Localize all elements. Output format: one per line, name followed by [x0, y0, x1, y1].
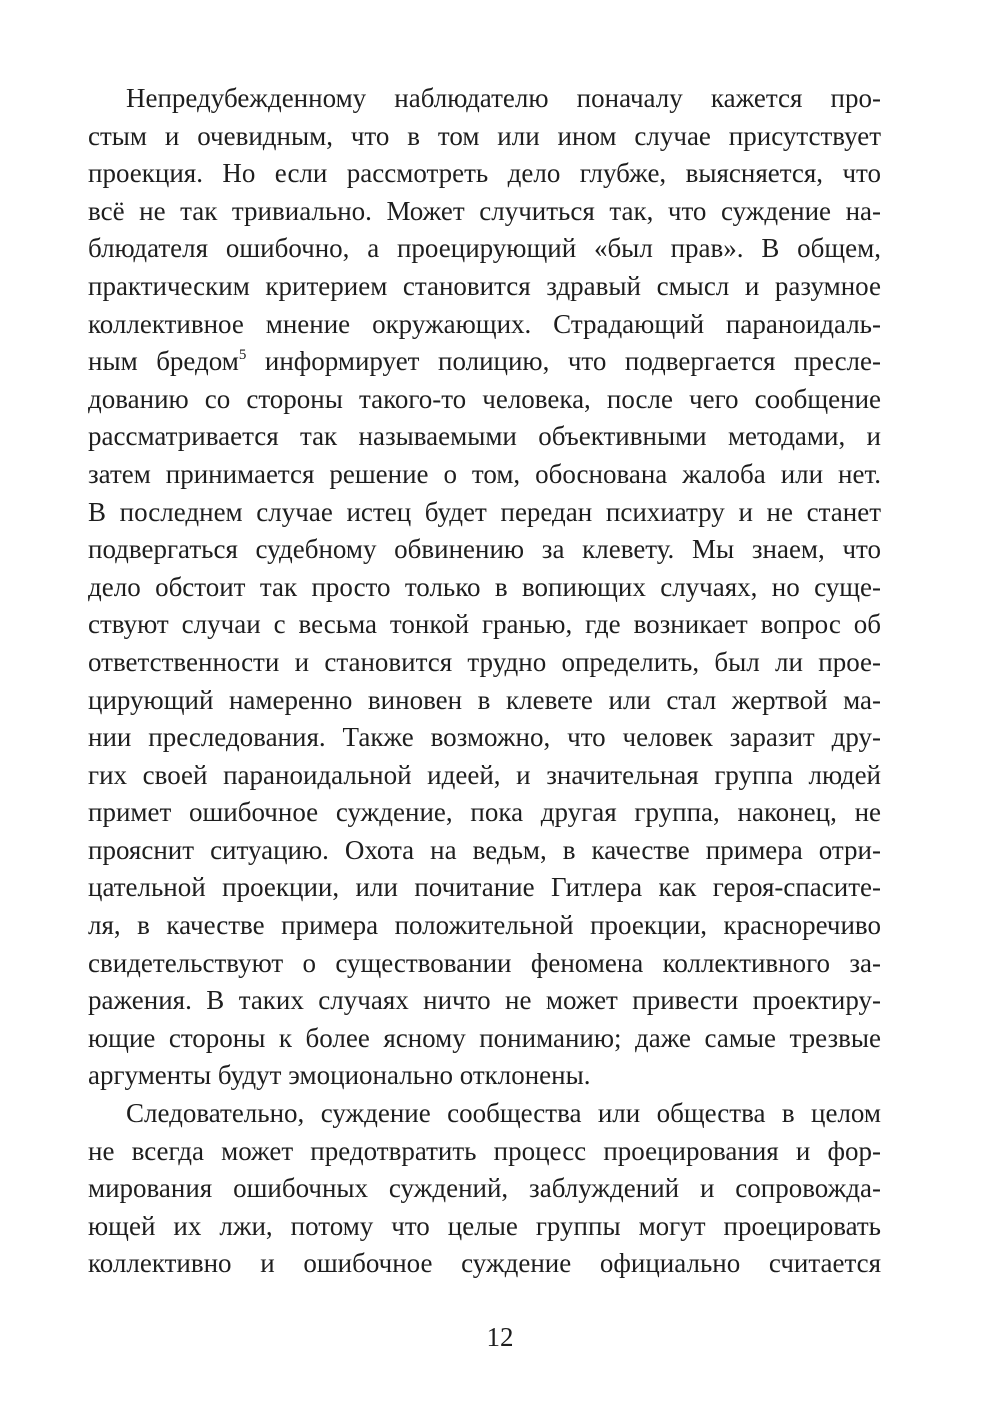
- text-line: коллективно и ошибочное суждение официально считается: [88, 1248, 881, 1279]
- text-line: аргументы будут эмоционально отклонены.: [88, 1060, 591, 1091]
- text-line: Непредубежденному наблюдателю поначалу кажется про-: [126, 83, 881, 113]
- text-line-with-footnote: [88, 343, 881, 381]
- text-line: подвергаться судебному обвинению за клевету. Мы знаем, что: [88, 534, 881, 565]
- text-fragment: ным бредом: [88, 346, 239, 377]
- text-line: дело обстоит так просто только в вопиющих случаях, но суще-: [88, 571, 881, 602]
- text-line: не всегда может предотвратить процесс проецирования и фор-: [88, 1135, 881, 1166]
- text-line: нии преследования. Также возможно, что человек заразит дру-: [88, 722, 881, 753]
- text-line: рассматривается так называемыми объективными методами, и: [88, 421, 881, 452]
- paragraph-2: [88, 1095, 881, 1283]
- body-text: [88, 80, 881, 1283]
- text-line: коллективное мнение окружающих. Страдающий параноидаль-: [88, 308, 881, 339]
- text-line: гих своей параноидальной идеей, и значительная группа людей: [88, 759, 881, 790]
- text-line: ющие стороны к более ясному пониманию; даже самые трезвые: [88, 1022, 881, 1053]
- text-line: практическим критерием становится здравый смысл и разумное: [88, 270, 881, 301]
- text-line: Следовательно, суждение сообщества или общества в целом: [126, 1098, 881, 1129]
- text-line: цирующий намеренно виновен в клевете или стал жертвой ма-: [88, 684, 881, 715]
- text-line: стым и очевидным, что в том или ином случае присутствует: [88, 120, 881, 151]
- text-fragment: информирует полицию, что подвергается пресле-: [264, 346, 881, 377]
- text-line: В последнем случае истец будет передан психиатру и не станет: [88, 496, 881, 527]
- text-line: примет ошибочное суждение, пока другая группа, наконец, не: [88, 797, 881, 828]
- text-line: ствуют случаи с весьма тонкой гранью, где возникает вопрос об: [88, 609, 881, 640]
- text-line: проекция. Но если рассмотреть дело глубже, выясняется, что: [88, 158, 881, 189]
- text-line: затем принимается решение о том, обоснована жалоба или нет.: [88, 458, 881, 489]
- text-line: блюдателя ошибочно, а проецирующий «был прав». В общем,: [88, 233, 881, 264]
- text-line: ля, в качестве примера положительной проекции, красноречиво: [88, 910, 881, 941]
- paragraph-1: [88, 80, 881, 1095]
- text-line: ответственности и становится трудно определить, был ли прое-: [88, 646, 881, 677]
- text-line: ражения. В таких случаях ничто не может привести проектиру-: [88, 985, 881, 1016]
- text-line: прояснит ситуацию. Охота на ведьм, в качестве примера отри-: [88, 834, 881, 865]
- page-number: 12: [486, 1322, 514, 1352]
- text-line: дованию со стороны такого-то человека, после чего сообщение: [88, 383, 881, 414]
- footnote-reference[interactable]: 5: [238, 347, 247, 364]
- text-line: всё не так тривиально. Может случиться так, что суждение на-: [88, 195, 881, 226]
- text-line: цательной проекции, или почитание Гитлера как героя-спасите-: [88, 872, 881, 903]
- text-line: ющей их лжи, потому что целые группы могут проецировать: [88, 1210, 881, 1241]
- text-line: мирования ошибочных суждений, заблуждений и сопровожда-: [88, 1173, 881, 1204]
- text-line: свидетельствуют о существовании феномена коллективного за-: [88, 947, 881, 978]
